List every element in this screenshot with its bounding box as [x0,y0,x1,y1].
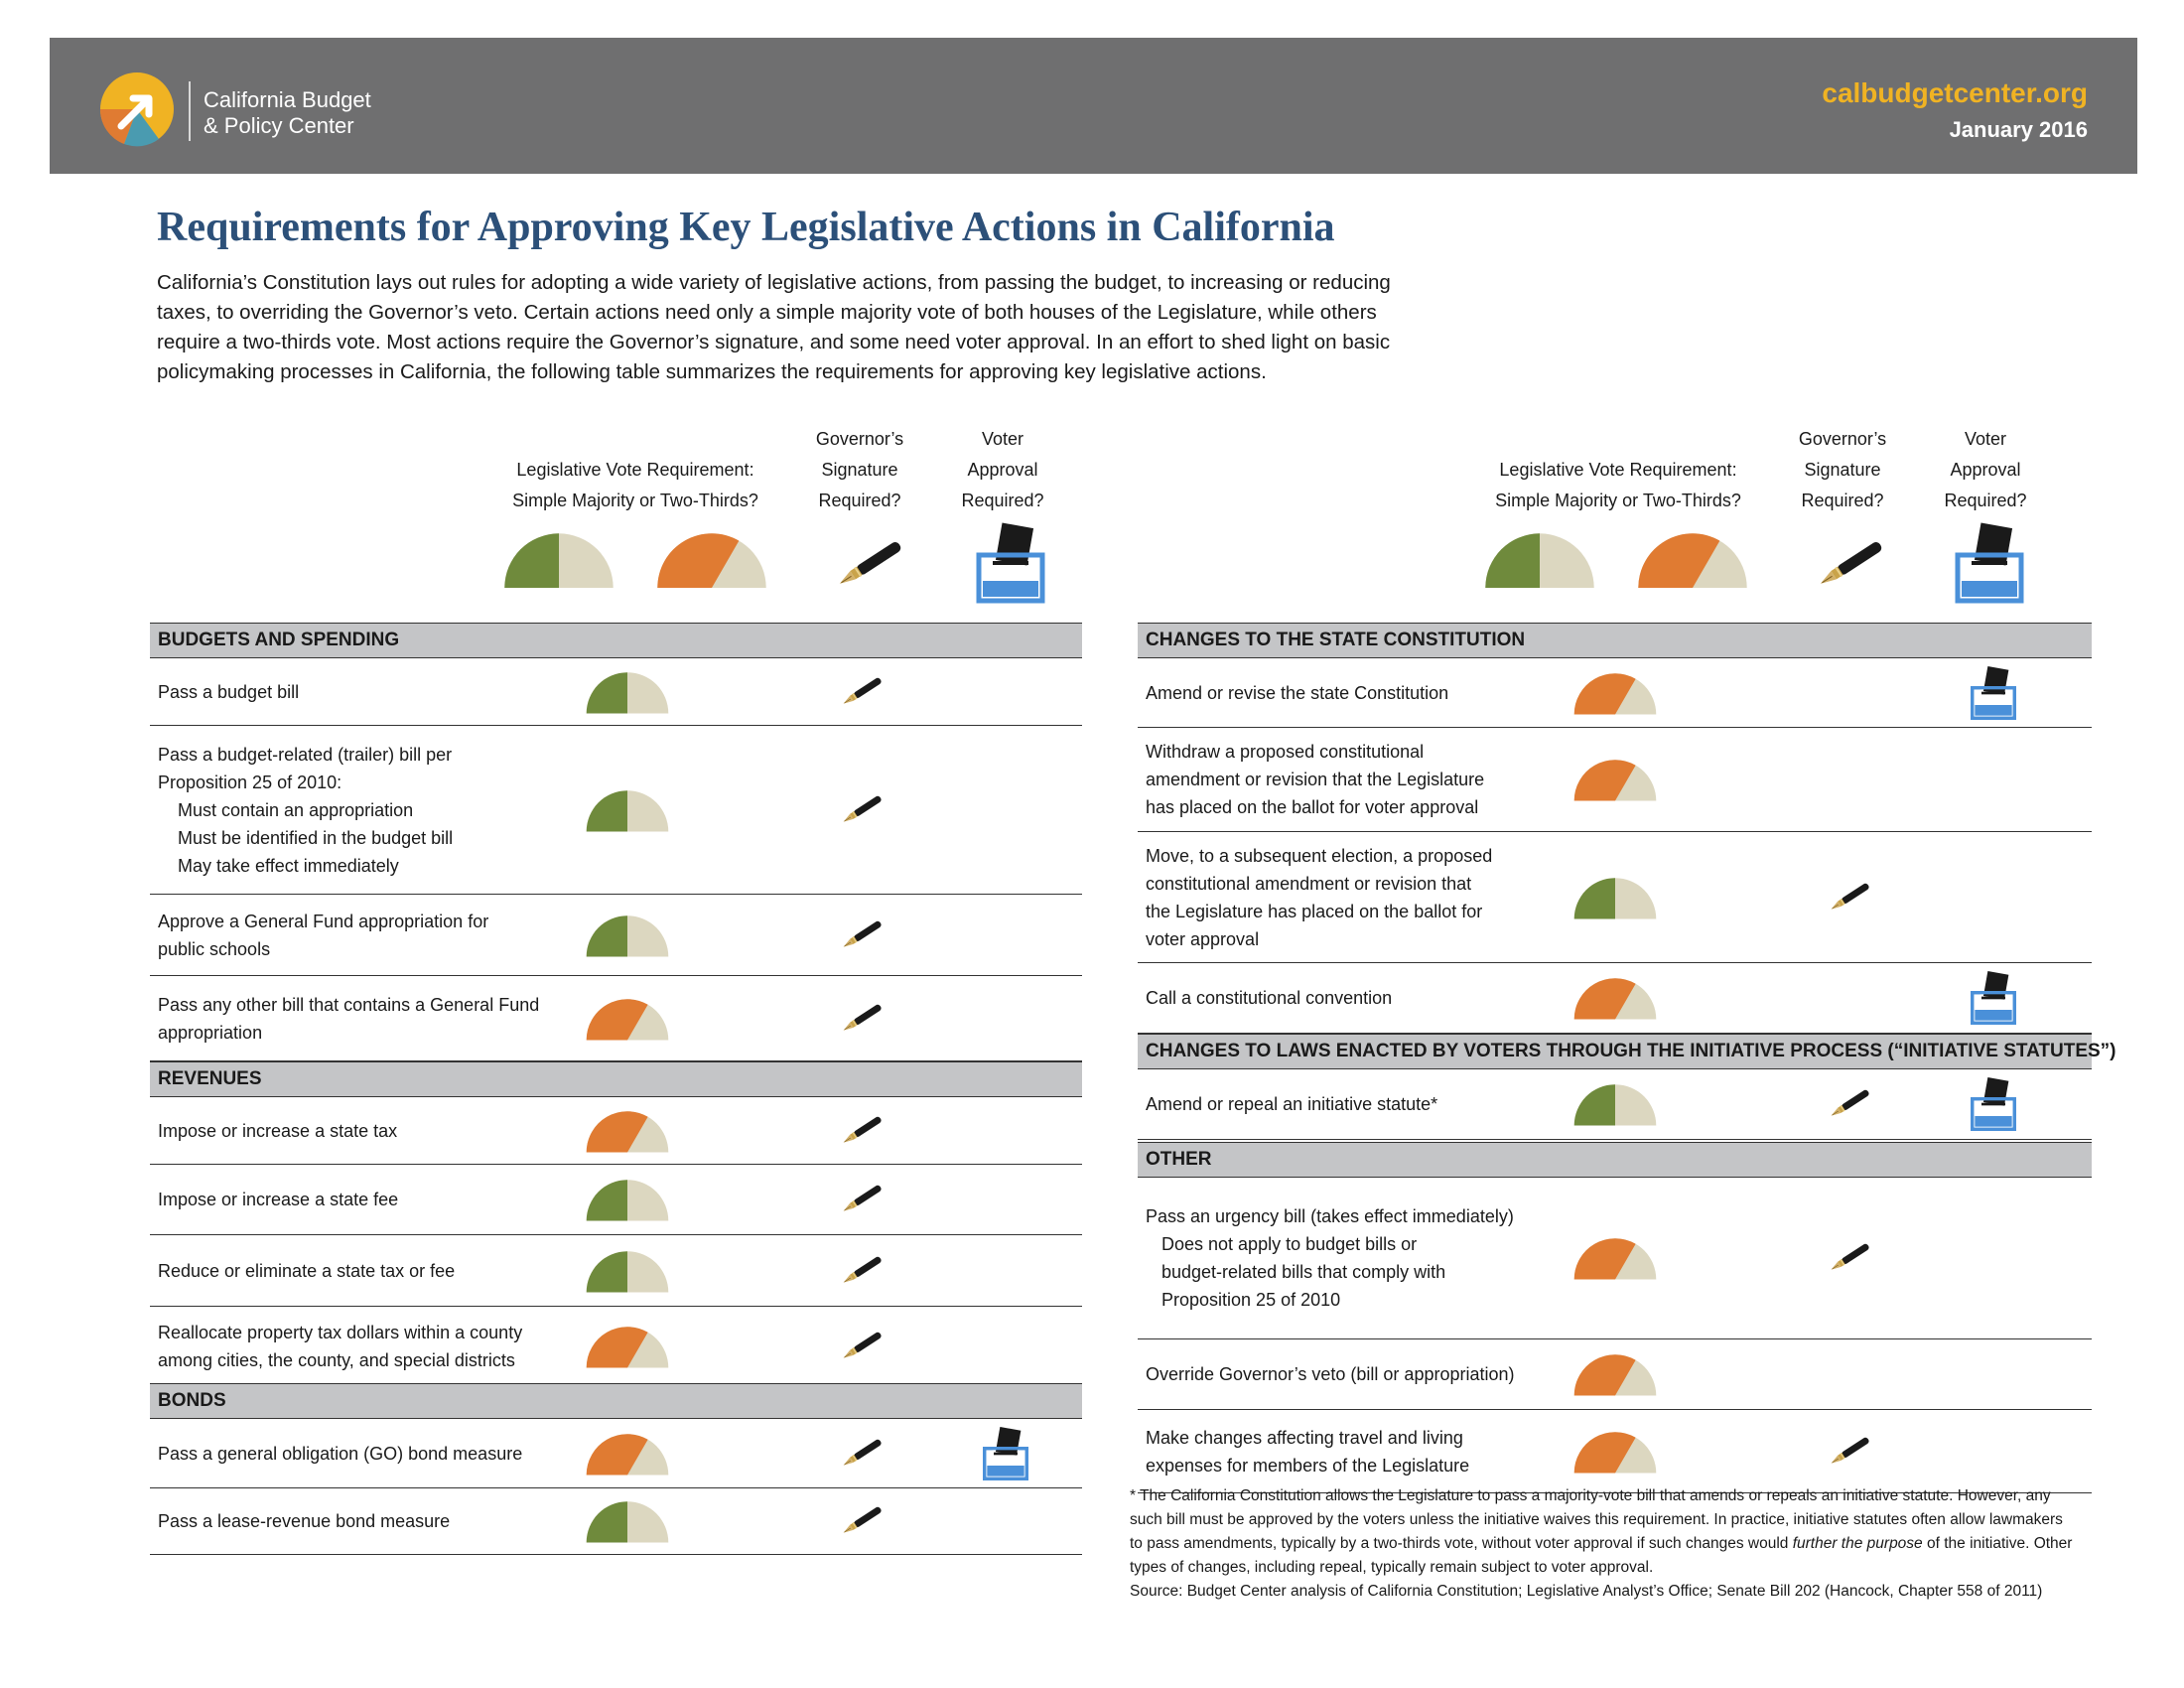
row-label-line: Pass a budget bill [158,681,300,702]
gov-header-line1: Governor’s [1798,429,1887,449]
gov-header-line3: Required? [818,491,901,510]
org-name-line2: & Policy Center [204,113,354,138]
row-label-line: Impose or increase a state tax [158,1120,398,1141]
row-label-line: voter approval [1146,928,1260,949]
ballot-box-icon [975,521,1046,605]
row-label-line: Pass an urgency bill (takes effect immediately) [1146,1206,1514,1226]
two-thirds-gauge-icon [585,997,670,1040]
table-row [150,1165,1082,1235]
site-url-link[interactable]: calbudgetcenter.org [1822,77,2088,108]
fountain-pen-icon [835,1503,887,1539]
voter-header-line2: Approval [1950,460,2021,480]
org-name [204,87,371,139]
row-label-line: Reduce or eliminate a state tax or fee [158,1260,456,1281]
row-label-line: amendment or revision that the Legislature [1146,770,1485,789]
fountain-pen-icon [835,674,887,710]
row-label [1146,1410,1563,1492]
voter-header-line3: Required? [961,491,1044,510]
row-label [158,976,575,1060]
two-thirds-gauge-icon [1572,977,1658,1020]
footnote-part2: of the initiative. Other types of changes, including repeal, typically remain subject to voter approval. [1130,1535,2073,1576]
table-row [1138,1410,2092,1493]
row-label-line: Impose or increase a state fee [158,1190,399,1209]
voter-header-line1: Voter [981,429,1024,449]
source-text: Source: Budget Center analysis of California Constitution; Legislative Analyst’s Office; Senate Bill 202 (Hancock, Chapter 558 of 2011) [1130,1583,2043,1600]
row-label-line: Reallocate property tax dollars within a county [158,1322,523,1342]
row-sublabel-line: budget-related bills that comply with [1161,1262,1446,1282]
gov-header-line2: Signature [1804,460,1881,480]
two-thirds-gauge-icon [1572,1430,1658,1473]
row-label-line: has placed on the ballot for voter approval [1146,797,1479,817]
intro-paragraph: California’s Constitution lays out rules for adopting a wide variety of legislative actions, from passing the budget, to increasing or reducing taxes, to overriding the Governor’s veto. Certain actions need only a simple majority vote of both houses of the Legislature, while others require a two-thirds vote. Most actions require the Governor’s signature, and some need voter approval. In an effort to shed light on basic policymaking processes in California, the following table summarizes the requirements for approving key legislative actions. [157,271,1391,383]
majority-gauge-icon [1572,876,1658,918]
fountain-pen-icon [835,1436,887,1472]
section-header-other: OTHER [1138,1142,2092,1178]
row-label [158,1165,575,1234]
ballot-box-icon [1970,970,2017,1026]
vote-header-line1: Legislative Vote Requirement: [516,460,754,480]
table-row [1138,1339,2092,1410]
page-title: Requirements for Approving Key Legislative Actions in California [157,205,1335,250]
majority-gauge-icon [585,1249,670,1292]
ballot-box-icon [1970,665,2017,721]
ballot-box-icon [982,1426,1029,1481]
row-label-line: Move, to a subsequent election, a proposed [1146,845,1493,866]
table-row [1138,1178,2092,1339]
fountain-pen-icon [835,917,887,953]
row-label-line: Withdraw a proposed constitutional [1146,742,1425,762]
majority-gauge-icon [1483,531,1596,588]
row-label [1146,1339,1563,1409]
row-label-line: Amend or repeal an initiative statute* [1146,1094,1438,1114]
voter-header-line3: Required? [1944,491,2027,510]
majority-gauge-icon [585,788,670,831]
vote-header-line2: Simple Majority or Two-Thirds? [1495,491,1741,510]
fountain-pen-icon [1823,880,1874,915]
two-thirds-gauge-icon [585,1432,670,1475]
row-label-line: public schools [158,938,271,959]
row-label-line: the Legislature has placed on the ballot for [1146,901,1483,921]
fountain-pen-icon [1807,536,1890,594]
row-sublabel-line: Must contain an appropriation [178,799,414,820]
table-row [1138,832,2092,963]
governor-column-header-right [1783,424,1902,516]
table-row [1138,728,2092,832]
table-row [1138,963,2092,1034]
majority-gauge-icon [502,531,615,588]
voter-header-line2: Approval [967,460,1038,480]
row-label [1146,832,1563,962]
row-sublabel-line: Does not apply to budget bills or [1161,1234,1418,1254]
two-thirds-gauge-icon [1572,671,1658,714]
row-sublabel-line: May take effect immediately [178,855,399,876]
row-label-line: Pass a lease-revenue bond measure [158,1511,451,1531]
row-label-line: Amend or revise the state Constitution [1146,682,1449,703]
footnote-italic: further the purpose [1792,1535,1923,1552]
row-label [158,1419,575,1487]
row-label-line: expenses for members of the Legislature [1146,1455,1470,1476]
row-label-line: Approve a General Fund appropriation for [158,911,489,931]
two-thirds-gauge-icon [1636,531,1749,588]
row-label [1146,963,1563,1033]
gov-header-line2: Signature [821,460,898,480]
majority-gauge-icon [585,914,670,956]
row-label-line: Pass a budget-related (trailer) bill per [158,744,453,765]
row-label [158,1097,575,1164]
table-row [1138,1069,2092,1140]
row-label-line: Override Governor’s veto (bill or appropriation) [1146,1364,1515,1384]
row-label-line: Proposition 25 of 2010: [158,772,342,792]
two-thirds-gauge-icon [1572,759,1658,801]
governor-column-header [800,424,919,516]
table-row [150,1097,1082,1165]
majority-gauge-icon [1572,1083,1658,1126]
table-row [150,895,1082,976]
table-row [150,976,1082,1061]
footnote-text [1130,1484,2078,1580]
table-row [150,1307,1082,1386]
row-label-line: Pass any other bill that contains a General Fund [158,994,540,1015]
row-label-line: among cities, the county, and special districts [158,1349,515,1370]
footnote-part1: * The California Constitution allows the Legislature to pass a majority-vote bill that amends or repeals an initiative statute. However, any such bill must be approved by the voters unless the initiative waives this requirement. In practice, initiative statutes often allow lawmakers to pass amendments, typically by a two-thirds vote, without voter approval if such changes would [1130,1487,2063,1552]
table-row [150,1488,1082,1555]
majority-gauge-icon [585,1500,670,1543]
logo-icon [99,71,175,147]
gov-header-line3: Required? [1801,491,1884,510]
fountain-pen-icon [1823,1240,1874,1276]
row-label [158,1307,575,1385]
footnote [1130,1484,2078,1604]
section-header-bonds: BONDS [150,1383,1082,1419]
row-label [158,895,575,975]
majority-gauge-icon [585,1179,670,1221]
vote-column-header [486,455,784,516]
fountain-pen-icon [835,1329,887,1364]
ballot-box-icon [1954,521,2025,605]
fountain-pen-icon [826,536,909,594]
row-label [1146,728,1563,831]
ballot-box-icon [1970,1076,2017,1132]
row-label-line: appropriation [158,1022,263,1043]
fountain-pen-icon [835,1113,887,1149]
table-row [1138,658,2092,728]
gov-header-line1: Governor’s [815,429,904,449]
table-row [150,726,1082,895]
table-row [150,1235,1082,1307]
fountain-pen-icon [835,792,887,828]
section-header-budgets: BUDGETS AND SPENDING [150,623,1082,658]
row-label [158,1235,575,1306]
voter-column-header-right [1931,424,2040,516]
row-label [158,658,575,725]
row-label [158,726,575,894]
org-name-line1: California Budget [204,87,371,112]
two-thirds-gauge-icon [655,531,768,588]
logo-divider [189,81,191,141]
two-thirds-gauge-icon [1572,1353,1658,1396]
two-thirds-gauge-icon [585,1325,670,1367]
vote-header-line2: Simple Majority or Two-Thirds? [512,491,758,510]
row-label-line: Pass a general obligation (GO) bond measure [158,1443,523,1464]
voter-column-header [948,424,1057,516]
row-label-line: Call a constitutional convention [1146,988,1393,1008]
row-label [1146,1178,1563,1338]
row-label [158,1488,575,1554]
header-banner [50,38,2137,174]
publication-date: January 2016 [1949,117,2088,142]
section-header-revenues: REVENUES [150,1061,1082,1097]
fountain-pen-icon [835,1182,887,1217]
voter-header-line1: Voter [1964,429,2007,449]
section-header-constitution: CHANGES TO THE STATE CONSTITUTION [1138,623,2092,658]
two-thirds-gauge-icon [585,1109,670,1152]
two-thirds-gauge-icon [1572,1237,1658,1280]
row-label-line: Make changes affecting travel and living [1146,1427,1463,1448]
table-row [150,658,1082,726]
fountain-pen-icon [835,1253,887,1289]
row-label [1146,658,1563,727]
majority-gauge-icon [585,670,670,713]
vote-header-line1: Legislative Vote Requirement: [1499,460,1737,480]
fountain-pen-icon [1823,1086,1874,1122]
row-label-line: constitutional amendment or revision that [1146,873,1472,894]
section-header-initiative: CHANGES TO LAWS ENACTED BY VOTERS THROUGH THE INITIATIVE PROCESS (“INITIATIVE STATUTES”) [1138,1034,2092,1069]
fountain-pen-icon [1823,1434,1874,1470]
vote-column-header-right [1469,455,1767,516]
row-sublabel-line: Proposition 25 of 2010 [1161,1290,1341,1310]
table-row [150,1419,1082,1488]
row-label [1146,1069,1563,1139]
row-sublabel-line: Must be identified in the budget bill [178,827,454,848]
fountain-pen-icon [835,1001,887,1037]
